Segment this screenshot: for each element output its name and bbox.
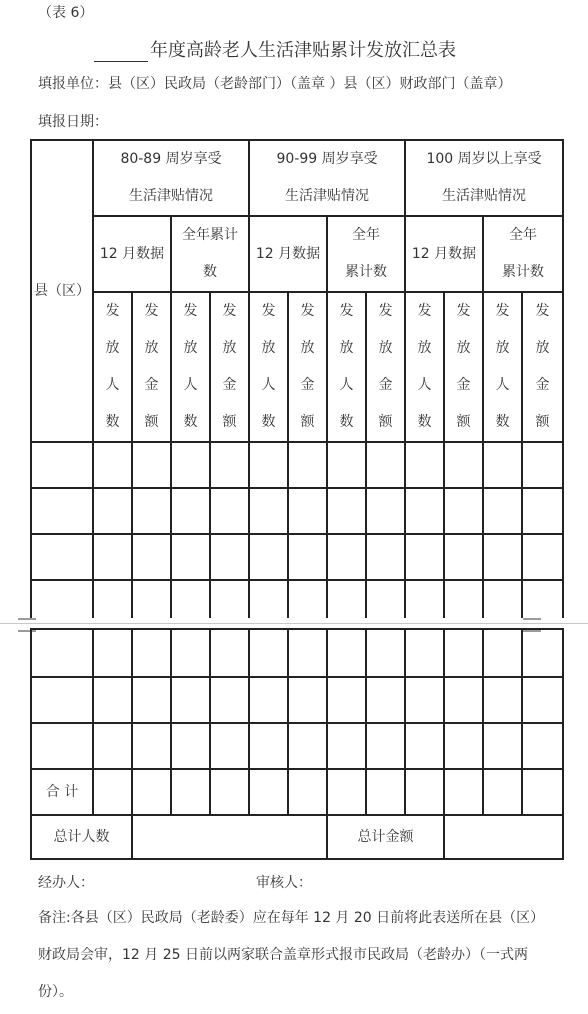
people-header: 发 放 人 数: [405, 292, 444, 442]
data-cell: [249, 534, 288, 580]
table-row: [31, 677, 563, 723]
data-cell: [444, 677, 483, 723]
data-cell: [366, 629, 405, 677]
note-line-2: 财政局会审，12 月 25 日前以两家联合盖章形式报市民政局（老龄办）（一式两: [38, 947, 528, 963]
data-cell: [288, 723, 327, 769]
county-cell: [31, 629, 93, 677]
table-row: [31, 534, 563, 580]
data-cell: [93, 629, 132, 677]
amount-header: 发 放 金 额: [444, 292, 483, 442]
reviewer-label: 审核人：: [256, 875, 312, 891]
data-cell: [288, 534, 327, 580]
data-cell: [327, 442, 366, 488]
subtotal-cell: [132, 769, 171, 815]
data-cell: [132, 723, 171, 769]
data-cell: [93, 677, 132, 723]
data-cell: [93, 723, 132, 769]
data-cell: [366, 677, 405, 723]
county-cell: [31, 534, 93, 580]
county-header: 县（区）: [31, 140, 93, 442]
data-cell: [483, 723, 522, 769]
data-cell: [171, 629, 210, 677]
group-90-99-header: 90-99 周岁享受 生活津贴情况: [249, 140, 405, 216]
subsidy-table-top: [30, 139, 564, 627]
total-people-label: 总计人数: [31, 815, 132, 859]
data-cell: [132, 677, 171, 723]
people-header: 发 放 人 数: [327, 292, 366, 442]
subtotal-row: [31, 769, 563, 815]
data-cell: [444, 488, 483, 534]
amount-header: 发 放 金 额: [132, 292, 171, 442]
year-total-header-90: 全年 累计数: [327, 216, 405, 292]
people-header: 发 放 人 数: [249, 292, 288, 442]
county-cell: [31, 723, 93, 769]
data-cell: [93, 442, 132, 488]
subtotal-cell: [210, 769, 249, 815]
subtotal-cell: [522, 769, 563, 815]
note-line-1: 备注:各县（区）民政局（老龄委）应在每年 12 月 20 日前将此表送所在县（区）: [38, 910, 545, 926]
subtotal-cell: [249, 769, 288, 815]
amount-header: 发 放 金 额: [210, 292, 249, 442]
data-cell: [132, 534, 171, 580]
data-cell: [327, 534, 366, 580]
group-100-header: 100 周岁以上享受 生活津贴情况: [405, 140, 563, 216]
data-cell: [444, 534, 483, 580]
data-cell: [171, 723, 210, 769]
total-amount-value: [444, 815, 563, 859]
county-cell: [31, 442, 93, 488]
data-cell: [171, 677, 210, 723]
year-total-header-100: 全年 累计数: [483, 216, 563, 292]
data-cell: [288, 488, 327, 534]
data-cell: [288, 677, 327, 723]
table-row: [31, 723, 563, 769]
data-cell: [405, 629, 444, 677]
dec-data-header-80: 12 月数据: [93, 216, 171, 292]
data-cell: [366, 488, 405, 534]
data-cell: [327, 677, 366, 723]
data-cell: [366, 723, 405, 769]
people-header: 发 放 人 数: [171, 292, 210, 442]
data-cell: [249, 677, 288, 723]
data-cell: [171, 534, 210, 580]
document-title: [94, 36, 456, 62]
data-cell: [405, 442, 444, 488]
data-cell: [522, 534, 563, 580]
data-cell: [405, 488, 444, 534]
data-cell: [288, 442, 327, 488]
data-cell: [93, 534, 132, 580]
data-cell: [522, 442, 563, 488]
amount-header: 发 放 金 额: [288, 292, 327, 442]
data-cell: [93, 488, 132, 534]
data-cell: [132, 488, 171, 534]
data-cell: [249, 629, 288, 677]
data-cell: [132, 629, 171, 677]
data-cell: [210, 442, 249, 488]
data-cell: [444, 723, 483, 769]
data-cell: [171, 488, 210, 534]
data-cell: [444, 442, 483, 488]
subtotal-cell: [288, 769, 327, 815]
data-cell: [327, 723, 366, 769]
subtotal-cell: [483, 769, 522, 815]
total-amount-label: 总计金额: [327, 815, 444, 859]
title-text: 年度高龄老人生活津贴累计发放汇总表: [150, 40, 456, 61]
data-cell: [249, 488, 288, 534]
table-row: [31, 629, 563, 677]
table-number: （表 6）: [38, 5, 94, 21]
subtotal-cell: [405, 769, 444, 815]
amount-header: 发 放 金 额: [366, 292, 405, 442]
reporting-unit-line: 填报单位：县（区）民政局（老龄部门）（盖章 ）县（区）财政部门（盖章）: [38, 76, 512, 92]
county-cell: [31, 677, 93, 723]
subsidy-table-bottom: [30, 628, 564, 860]
data-cell: [327, 629, 366, 677]
subtotal-cell: [93, 769, 132, 815]
data-cell: [132, 442, 171, 488]
data-cell: [522, 723, 563, 769]
subtotal-label: 合 计: [31, 769, 93, 815]
year-total-header-80: 全年累计 数: [171, 216, 249, 292]
table-row: [31, 488, 563, 534]
grand-total-row: [31, 815, 563, 859]
note-line-3: 份）。: [38, 984, 73, 1000]
data-cell: [210, 677, 249, 723]
subtotal-cell: [327, 769, 366, 815]
data-cell: [366, 534, 405, 580]
data-cell: [210, 629, 249, 677]
data-cell: [405, 723, 444, 769]
year-blank: [94, 41, 148, 62]
data-cell: [483, 442, 522, 488]
handler-label: 经办人：: [38, 875, 94, 891]
data-cell: [405, 534, 444, 580]
people-header: 发 放 人 数: [483, 292, 522, 442]
data-cell: [327, 488, 366, 534]
subtotal-cell: [444, 769, 483, 815]
data-cell: [288, 629, 327, 677]
people-header: 发 放 人 数: [93, 292, 132, 442]
reporting-date-line: 填报日期：: [38, 114, 108, 130]
dec-data-header-100: 12 月数据: [405, 216, 483, 292]
data-cell: [210, 534, 249, 580]
data-cell: [522, 677, 563, 723]
dec-data-header-90: 12 月数据: [249, 216, 327, 292]
leaf-header-row: [31, 292, 563, 442]
data-cell: [444, 629, 483, 677]
data-cell: [171, 442, 210, 488]
table-row: [31, 442, 563, 488]
data-cell: [522, 629, 563, 677]
data-cell: [249, 442, 288, 488]
data-cell: [210, 723, 249, 769]
group-80-89-header: 80-89 周岁享受 生活津贴情况: [93, 140, 249, 216]
data-cell: [210, 488, 249, 534]
data-cell: [249, 723, 288, 769]
data-cell: [483, 677, 522, 723]
subtotal-cell: [171, 769, 210, 815]
data-cell: [483, 629, 522, 677]
data-cell: [366, 442, 405, 488]
county-cell: [31, 488, 93, 534]
data-cell: [483, 488, 522, 534]
data-cell: [522, 488, 563, 534]
amount-header: 发 放 金 额: [522, 292, 563, 442]
data-cell: [483, 534, 522, 580]
total-people-value: [132, 815, 327, 859]
subtotal-cell: [366, 769, 405, 815]
data-cell: [405, 677, 444, 723]
